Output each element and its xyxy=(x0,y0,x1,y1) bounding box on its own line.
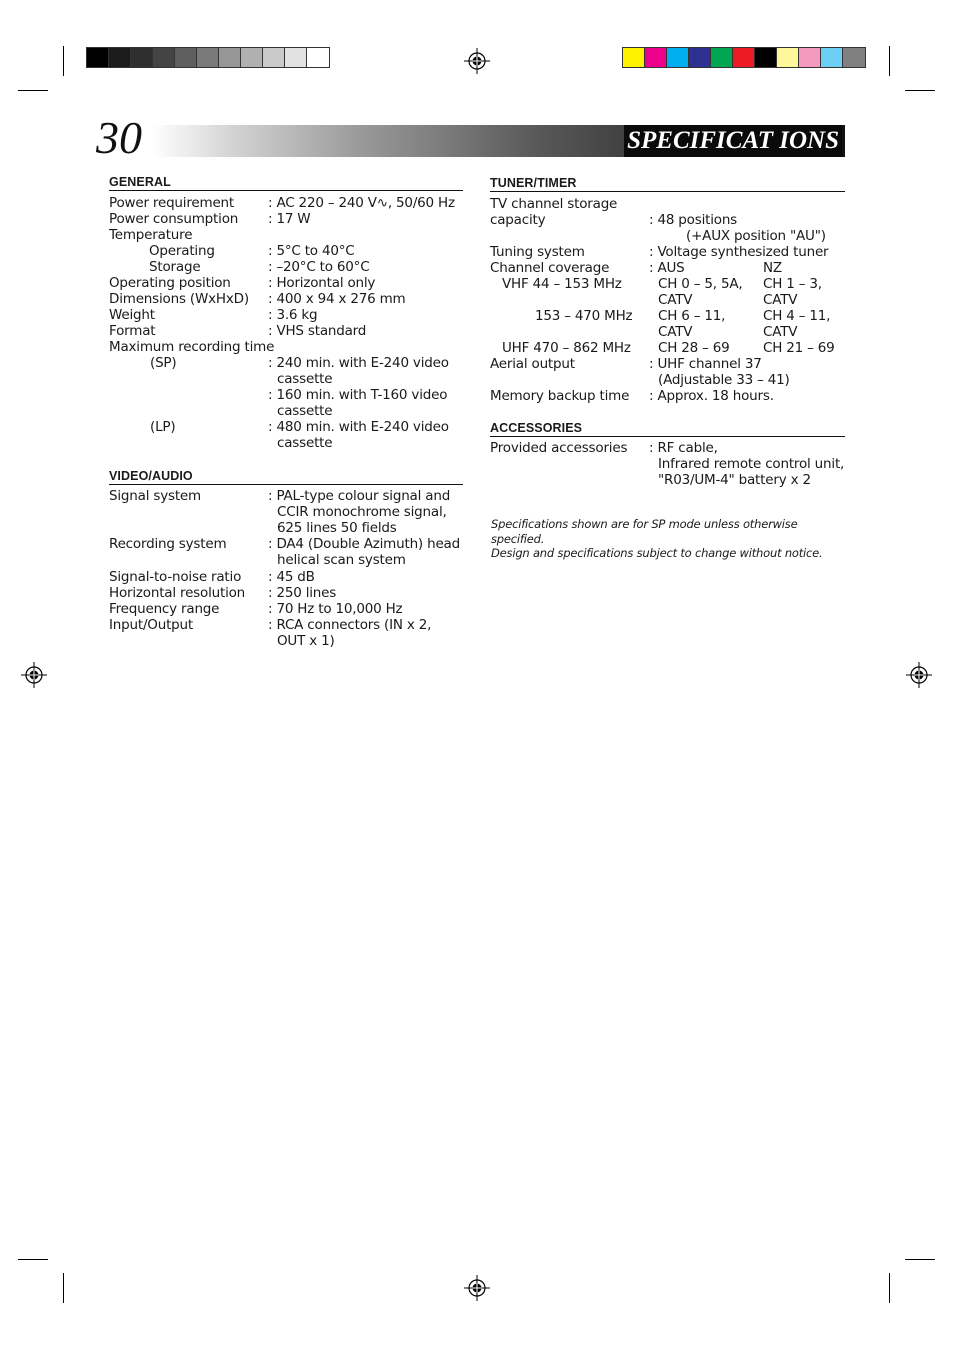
spec-value: : Horizontal only xyxy=(268,275,376,291)
crop-mark xyxy=(18,1259,48,1260)
spec-value: CATV xyxy=(763,292,798,308)
section-heading-accessories: ACCESSORIES xyxy=(490,421,845,437)
spec-value: cassette xyxy=(277,435,333,451)
footnote: Specifications shown are for SP mode unless otherwise xyxy=(491,517,798,531)
spec-label: Provided accessories xyxy=(490,440,628,456)
spec-value: : 17 W xyxy=(268,211,311,227)
spec-label: Storage xyxy=(149,259,201,275)
spec-value: : 5°C to 40°C xyxy=(268,243,355,259)
calibration-swatch xyxy=(175,48,197,67)
spec-value: CCIR monochrome signal, xyxy=(277,504,447,520)
crop-mark xyxy=(905,1259,935,1260)
spec-value: : 48 positions xyxy=(649,212,738,228)
crop-mark xyxy=(18,90,48,91)
spec-value: CH 6 – 11, xyxy=(658,308,726,324)
spec-value: : UHF channel 37 xyxy=(649,356,762,372)
spec-label: Input/Output xyxy=(109,617,193,633)
spec-value: cassette xyxy=(277,403,333,419)
spec-label: Tuning system xyxy=(490,244,585,260)
spec-value: : 240 min. with E-240 video xyxy=(268,355,449,371)
calibration-swatch xyxy=(777,48,799,67)
spec-label: Recording system xyxy=(109,536,227,552)
spec-value: NZ xyxy=(763,260,782,276)
spec-label: VHF 44 – 153 MHz xyxy=(502,276,622,292)
calibration-swatch xyxy=(733,48,755,67)
spec-value: CATV xyxy=(658,324,693,340)
spec-label: Aerial output xyxy=(490,356,575,372)
spec-label: TV channel storage xyxy=(490,196,618,212)
spec-label: Horizontal resolution xyxy=(109,585,246,601)
header-band xyxy=(152,125,845,157)
calibration-swatch xyxy=(87,48,109,67)
spec-label: capacity xyxy=(490,212,546,228)
spec-label: (SP) xyxy=(150,355,177,371)
spec-value: 625 lines 50 fields xyxy=(277,520,397,536)
calibration-swatch xyxy=(667,48,689,67)
spec-value: : 45 dB xyxy=(268,569,315,585)
calibration-swatch xyxy=(109,48,131,67)
spec-value: CATV xyxy=(658,292,693,308)
spec-value: (Adjustable 33 – 41) xyxy=(658,372,790,388)
spec-value: OUT x 1) xyxy=(277,633,335,649)
spec-label: Maximum recording time xyxy=(109,339,275,355)
spec-value: : 400 x 94 x 276 mm xyxy=(268,291,406,307)
calibration-swatch xyxy=(219,48,241,67)
footnote: Design and specifications subject to change without notice. xyxy=(491,546,823,560)
calibration-swatch xyxy=(285,48,307,67)
spec-label: Frequency range xyxy=(109,601,220,617)
spec-value: : 480 min. with E-240 video xyxy=(268,419,449,435)
calibration-swatch xyxy=(821,48,843,67)
spec-value: CH 0 – 5, 5A, xyxy=(658,276,743,292)
spec-value: "R03/UM-4" battery x 2 xyxy=(658,472,811,488)
crop-mark xyxy=(63,46,64,76)
spec-value: : AC 220 – 240 V∿, 50/60 Hz xyxy=(268,195,455,211)
spec-value: CH 28 – 69 xyxy=(658,340,730,356)
crop-mark xyxy=(905,90,935,91)
spec-value: : –20°C to 60°C xyxy=(268,259,370,275)
section-heading-tuner-timer: TUNER/TIMER xyxy=(490,176,845,192)
registration-target-icon xyxy=(21,662,47,688)
calibration-swatch xyxy=(197,48,219,67)
calibration-swatch xyxy=(153,48,175,67)
spec-value: CATV xyxy=(763,324,798,340)
footnote: specified. xyxy=(491,532,545,546)
crop-mark xyxy=(889,1273,890,1303)
section-heading-general: GENERAL xyxy=(109,175,463,191)
calibration-swatch xyxy=(843,48,865,67)
grayscale-calibration-bar xyxy=(86,47,330,68)
crop-mark xyxy=(63,1273,64,1303)
calibration-swatch xyxy=(645,48,667,67)
spec-label: Format xyxy=(109,323,156,339)
page-number: 30 xyxy=(96,112,142,163)
spec-value: CH 21 – 69 xyxy=(763,340,835,356)
spec-value: CH 1 – 3, xyxy=(763,276,822,292)
registration-target-icon xyxy=(906,662,932,688)
spec-label: (LP) xyxy=(150,419,176,435)
calibration-swatch xyxy=(241,48,263,67)
spec-label: Dimensions (WxHxD) xyxy=(109,291,249,307)
calibration-swatch xyxy=(131,48,153,67)
spec-label: Signal-to-noise ratio xyxy=(109,569,242,585)
spec-label: Operating position xyxy=(109,275,231,291)
spec-value: : 250 lines xyxy=(268,585,337,601)
spec-label: Temperature xyxy=(109,227,193,243)
spec-value: CH 4 – 11, xyxy=(763,308,831,324)
spec-value: (+AUX position "AU") xyxy=(686,228,826,244)
spec-label: Weight xyxy=(109,307,155,323)
spec-value: : RF cable, xyxy=(649,440,718,456)
spec-value: : RCA connectors (IN x 2, xyxy=(268,617,432,633)
spec-value: : VHS standard xyxy=(268,323,367,339)
spec-value: : Approx. 18 hours. xyxy=(649,388,774,404)
color-calibration-bar xyxy=(622,47,866,68)
spec-label: Operating xyxy=(149,243,215,259)
spec-label: Channel coverage xyxy=(490,260,610,276)
spec-label: Power requirement xyxy=(109,195,235,211)
calibration-swatch xyxy=(263,48,285,67)
calibration-swatch xyxy=(799,48,821,67)
spec-label: 153 – 470 MHz xyxy=(535,308,633,324)
spec-label: Power consumption xyxy=(109,211,239,227)
spec-value: : 70 Hz to 10,000 Hz xyxy=(268,601,403,617)
spec-label: Memory backup time xyxy=(490,388,630,404)
page-title: SPECIFICAT IONS xyxy=(624,125,842,157)
calibration-swatch xyxy=(307,48,329,67)
calibration-swatch xyxy=(689,48,711,67)
calibration-swatch xyxy=(711,48,733,67)
registration-target-icon xyxy=(464,48,490,74)
spec-value: : PAL-type colour signal and xyxy=(268,488,451,504)
spec-value: : 160 min. with T-160 video xyxy=(268,387,448,403)
spec-value: : AUS xyxy=(649,260,685,276)
spec-value: : 3.6 kg xyxy=(268,307,318,323)
calibration-swatch xyxy=(755,48,777,67)
spec-value: cassette xyxy=(277,371,333,387)
spec-value: : DA4 (Double Azimuth) head xyxy=(268,536,460,552)
section-heading-video-audio: VIDEO/AUDIO xyxy=(109,469,463,485)
spec-label: UHF 470 – 862 MHz xyxy=(502,340,631,356)
registration-target-icon xyxy=(464,1275,490,1301)
crop-mark xyxy=(889,46,890,76)
spec-value: : Voltage synthesized tuner xyxy=(649,244,829,260)
spec-value: Infrared remote control unit, xyxy=(658,456,845,472)
spec-label: Signal system xyxy=(109,488,201,504)
spec-value: helical scan system xyxy=(277,552,406,568)
calibration-swatch xyxy=(623,48,645,67)
